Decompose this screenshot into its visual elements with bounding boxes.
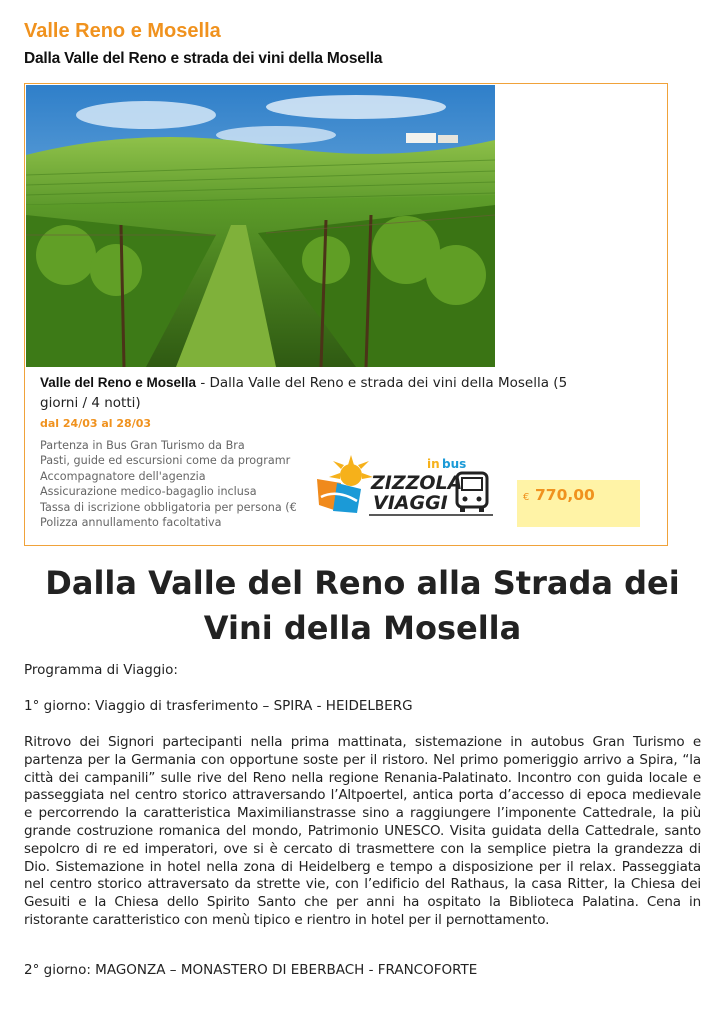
offer-name: Valle del Reno e Mosella bbox=[40, 375, 197, 390]
offer-dates: dal 24/03 al 28/03 bbox=[40, 417, 152, 430]
service-item: Tassa di iscrizione obbligatoria per persona (€ bbox=[40, 500, 297, 514]
page-subtitle: Dalla Valle del Reno e strada dei vini della Mosella bbox=[24, 50, 383, 67]
service-item: Pasti, guide ed escursioni come da programr bbox=[40, 454, 291, 468]
article-headline: Dalla Valle del Reno alla Strada dei Vini della Mosella bbox=[45, 564, 680, 647]
service-item: Assicurazione medico-bagaglio inclusa bbox=[40, 485, 257, 499]
price-box bbox=[517, 480, 640, 527]
day2-title: 2° giorno: MAGONZA – MONASTERO DI EBERBACH - FRANCOFORTE bbox=[24, 962, 478, 978]
page-title: Valle Reno e Mosella bbox=[24, 20, 221, 42]
vineyard-photo bbox=[26, 85, 495, 367]
service-item: Partenza in Bus Gran Turismo da Bra bbox=[40, 439, 245, 452]
offer-description bbox=[40, 373, 600, 413]
svg-text:VIAGGI: VIAGGI bbox=[373, 492, 448, 514]
offer-details: - Dalla Valle del Reno e strada dei vini della Mosella (5 giorni / 4 notti) bbox=[40, 375, 568, 411]
svg-text:in: in bbox=[427, 457, 440, 471]
services-list bbox=[40, 438, 310, 530]
svg-text:ZIZZOLA: ZIZZOLA bbox=[371, 472, 463, 494]
program-heading: Programma di Viaggio: bbox=[24, 662, 178, 678]
offer-card bbox=[24, 83, 668, 546]
price-value: 770,00 bbox=[535, 486, 595, 504]
day1-description: Ritrovo dei Signori partecipanti nella prima mattinata, sistemazione in autobus Gran Turismo e partenza per la Germania con opportune soste per il ristoro. Nel primo pomeriggio arrivo a Spira, “la città dei campanili” sulle rive del Reno nella regione Renania-Palatinato. Incontro con guida locale e passeggiata nel centro storico attraversando l’Altpoertel, antica porta d’accesso di epoca medievale e percorrendo la caratteristica Maximilianstrasse sino a raggiungere l’imponente Cattedrale, la più grande costruzione romanica del mondo, Patrimonio UNESCO. Visita guidata della Cattedrale, santo sepolcro di re ed imperatori, ove si è cercato di trasmettere con la semplice pietra la grandezza di Dio. Sistemazione in hotel nella zona di Heidelberg e tempo a disposizione per il relax. Passeggiata nel centro storico attraversato da strette vie, con l’edificio del Rathaus, la casa Ritter, la Chiesa dei Gesuiti e la Chiesa dello Spirito Santo che per anni ha ospitato la Biblioteca Palatina. Cena in ristorante caratteristico con menù tipico e rientro in hotel per il pernottamento. bbox=[24, 734, 701, 928]
svg-text:bus: bus bbox=[442, 457, 467, 471]
price-currency: € bbox=[523, 492, 530, 503]
service-item: Polizza annullamento facoltativa bbox=[40, 516, 222, 530]
day1-title: 1° giorno: Viaggio di trasferimento – SPIRA - HEIDELBERG bbox=[24, 698, 413, 714]
service-item: Accompagnatore dell'agenzia bbox=[40, 469, 206, 483]
zizzola-viaggi-logo bbox=[311, 453, 497, 519]
